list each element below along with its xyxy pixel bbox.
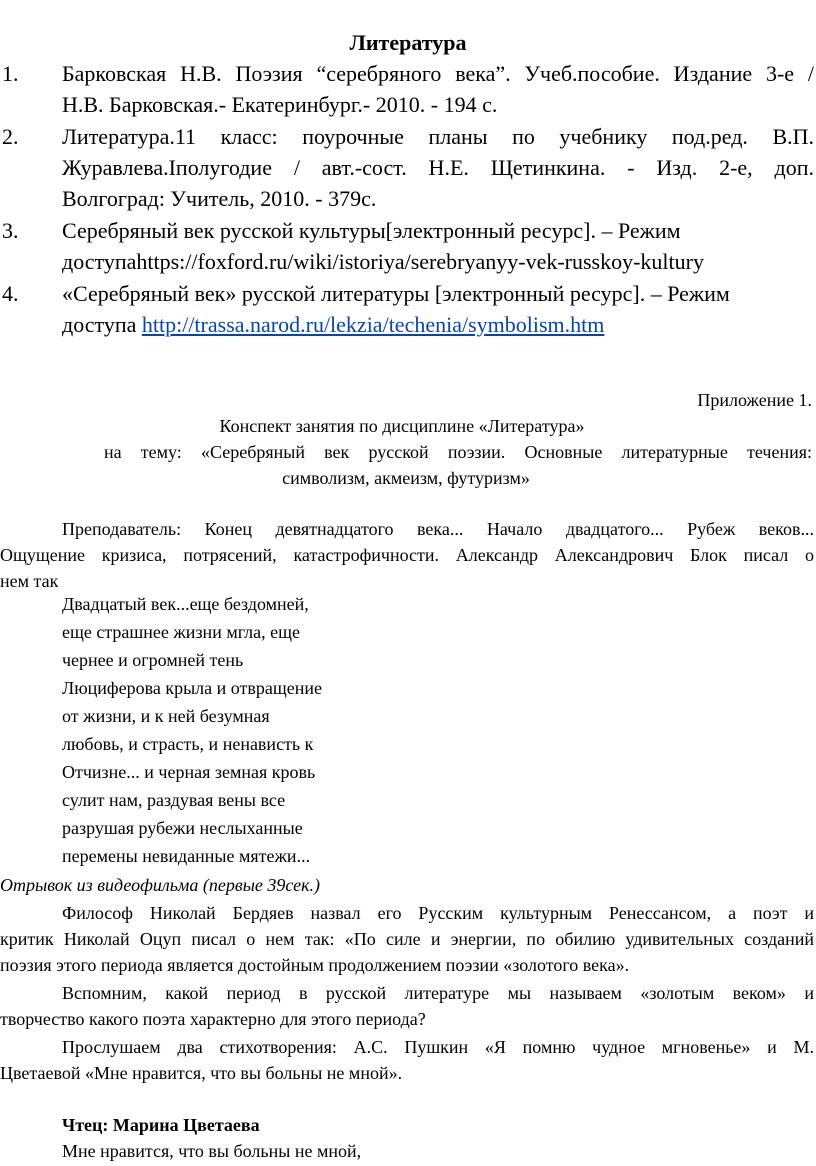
poem-line: любовь, и страсть, и ненависть к	[62, 734, 314, 754]
reference-text-line: Журавлева.Iполугодие / авт.-сост. Н.Е. Щетинкина. - Изд. 2-е, доп.	[62, 155, 814, 180]
video-note: Отрывок из видеофильма (первые 39сек.)	[0, 875, 321, 895]
poem-line: Двадцатый век...еще бездомней,	[62, 594, 309, 614]
paragraph-line: Цветаевой «Мне нравится, что вы больны не мной».	[0, 1063, 403, 1083]
topic-line: на тему: «Серебряный век русской поэзии. Основные литературные течения:	[104, 442, 812, 462]
reference-text-prefix: доступа	[62, 312, 142, 337]
poem-line: чернее и огромней тень	[62, 650, 244, 670]
reference-text-line: Волгоград: Учитель, 2010. - 379с.	[62, 186, 377, 211]
reference-text-line: «Серебряный век» русской литературы [электронный ресурс]. – Режим	[62, 281, 730, 306]
reference-text-line: Н.В. Барковская.- Екатеринбург.- 2010. - 194 с.	[62, 92, 498, 117]
reference-number: 2.	[2, 124, 19, 149]
poem-line: Отчизне... и черная земная кровь	[62, 762, 316, 782]
appendix-label: Приложение 1.	[697, 390, 812, 410]
reader-label: Чтец: Марина Цветаева	[62, 1115, 260, 1135]
poem-line: еще страшнее жизни мгла, еще	[62, 622, 300, 642]
reference-text-line: Серебряный век русской культуры[электронный ресурс]. – Режим	[62, 218, 681, 243]
intro-line: Преподаватель: Конец девятнадцатого века... Начало двадцатого... Рубеж веков...	[62, 519, 814, 539]
poem-line: разрушая рубежи неслыханные	[62, 818, 303, 838]
paragraph-line: творчество какого поэта характерно для этого периода?	[0, 1009, 426, 1029]
reference-text-line: Литература.11 класс: поурочные планы по учебнику под.ред. В.П.	[62, 124, 814, 149]
poem-line: перемены невиданные мятежи...	[62, 846, 311, 866]
reference-number: 3.	[2, 218, 19, 243]
paragraph-line: критик Николай Оцуп писал о нем так: «По силе и энергии, по обилию удивительных созданий	[0, 929, 814, 949]
paragraph-line: Вспомним, какой период в русской литературе мы называем «золотым веком» и	[62, 983, 814, 1003]
paragraph-line: Философ Николай Бердяев назвал его Русским культурным Ренессансом, а поэт и	[62, 903, 814, 923]
topic-line: символизм, акмеизм, футуризм»	[282, 468, 530, 488]
intro-line: нем так	[0, 571, 59, 591]
literature-heading: Литература	[349, 30, 467, 55]
reference-number: 4.	[2, 281, 19, 306]
reader-first-line: Мне нравится, что вы больны не мной,	[62, 1141, 362, 1161]
paragraph-line: поэзия этого периода является достойным продолжением поэзии «золотого века».	[0, 955, 630, 975]
reference-number: 1.	[2, 61, 19, 86]
summary-title: Конспект занятия по дисциплине «Литература»	[219, 416, 585, 436]
poem-line: Люциферова крыла и отвращение	[62, 678, 322, 698]
reference-text-line: доступаhttps://foxford.ru/wiki/istoriya/serebryanyy-vek-russkoy-kultury	[62, 249, 704, 274]
poem-line: от жизни, и к ней безумная	[62, 706, 270, 726]
reference-link[interactable]: http://trassa.narod.ru/lekzia/techenia/symbolism.htm	[141, 312, 605, 337]
paragraph-line: Прослушаем два стихотворения: А.С. Пушкин «Я помню чудное мгновенье» и М.	[62, 1037, 814, 1057]
poem-line: сулит нам, раздувая вены все	[62, 790, 286, 810]
intro-line: Ощущение кризиса, потрясений, катастрофичности. Александр Александрович Блок писал о	[0, 545, 814, 565]
reference-text-line: Барковская Н.В. Поэзия “серебряного века”. Учеб.пособие. Издание 3-е /	[62, 61, 814, 86]
